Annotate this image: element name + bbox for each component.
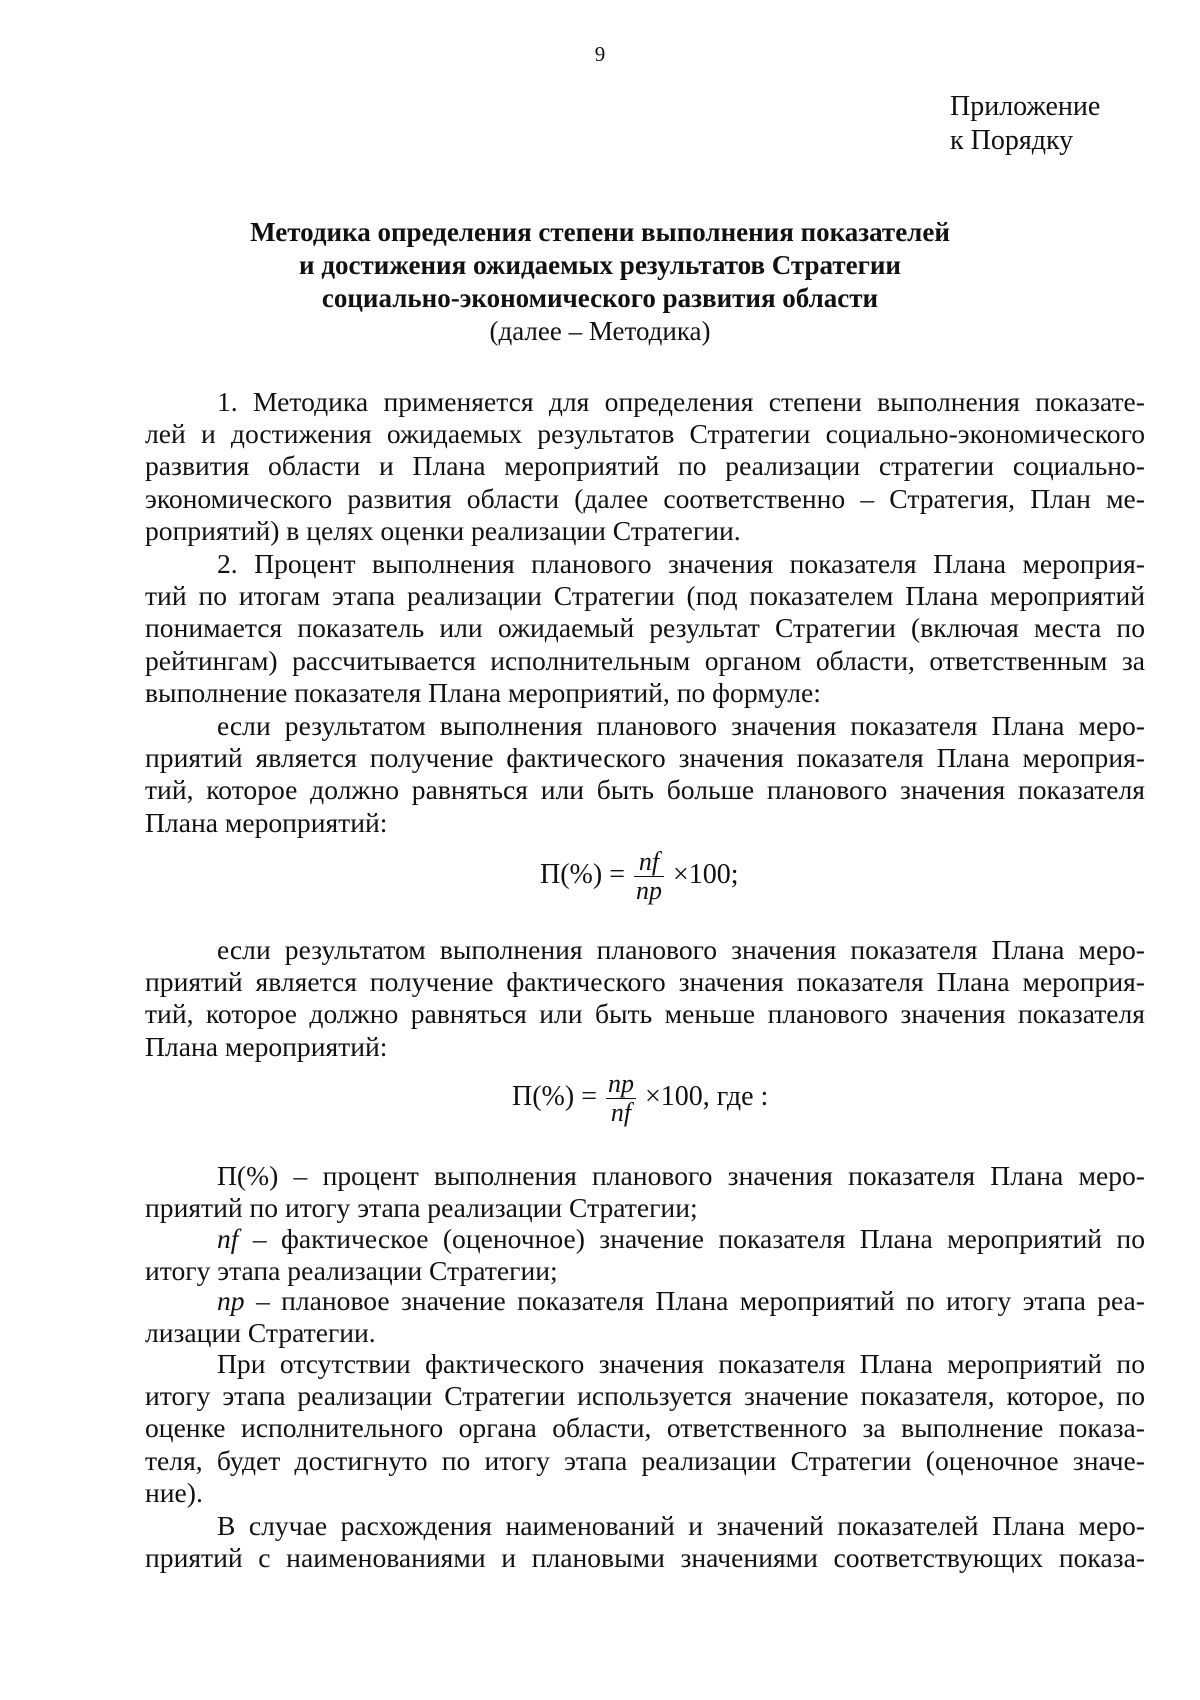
appendix-line-2: к Порядку: [950, 125, 1074, 156]
paragraph-line: приятий по итогу этапа реализации Стратегии;: [145, 1192, 698, 1224]
formula-numerator: nf: [634, 848, 664, 877]
paragraph-line: Плана мероприятий:: [145, 806, 388, 838]
definition-text: – плановое значение показателя Плана мероприятий по итогу этапа реа-: [244, 1285, 1145, 1316]
document-title: [100, 216, 1100, 348]
formula-denominator: np: [635, 876, 662, 905]
paragraph-line: ние).: [145, 1476, 203, 1508]
title-line-2: и достижения ожидаемых результатов Стратегии: [299, 250, 901, 280]
paragraph-3: [145, 710, 1145, 839]
formula-lhs: П(%) =: [540, 858, 625, 890]
formula-fraction: [634, 848, 664, 905]
paragraph-line: роприятий) в целях оценки реализации Стратегии.: [145, 514, 741, 546]
paragraph-line: теля, будет достигнуто по итогу этапа реализации Стратегии (оценочное значе-: [145, 1444, 1145, 1476]
title-line-3: социально-экономического развития области: [321, 283, 879, 313]
paragraph-line: тий, которое должно равняться или быть больше планового значения показателя: [145, 774, 1145, 806]
appendix-line-1: Приложение: [950, 91, 1101, 122]
formula-rhs: ×100;: [672, 858, 739, 890]
paragraph-line: 2. Процент выполнения планового значения показателя Плана мероприя-: [217, 548, 1145, 579]
paragraph-line: [145, 1285, 1145, 1317]
definition-nf: [145, 1223, 1145, 1287]
paragraph-line: итогу этапа реализации Стратегии используется значение показателя, которое, по: [145, 1380, 1145, 1412]
paragraph-line: экономического развития области (далее соответственно – Стратегия, План ме-: [145, 482, 1145, 514]
paragraph-line: тий по итогам этапа реализации Стратегии (под показателем Плана мероприятий: [145, 580, 1145, 612]
paragraph-line: При отсутствии фактического значения показателя Плана мероприятий по: [217, 1348, 1145, 1379]
paragraph-line: П(%) – процент выполнения планового значения показателя Плана меро-: [217, 1160, 1145, 1191]
paragraph-2: [145, 548, 1145, 709]
definition-percent: [145, 1160, 1145, 1224]
paragraph-line: итогу этапа реализации Стратегии;: [145, 1255, 558, 1287]
paragraph-line: приятий является получение фактического значения показателя Плана мероприя-: [145, 742, 1145, 774]
paragraph-9: [145, 1510, 1145, 1574]
formula-fraction: [606, 1070, 636, 1127]
formula-numerator: np: [607, 1069, 634, 1098]
paragraph-line: 1. Методика применяется для определения степени выполнения показате-: [217, 386, 1145, 417]
formula-denominator: nf: [610, 1098, 632, 1127]
formula-rhs: ×100, где :: [644, 1080, 769, 1112]
formula-lhs: П(%) =: [512, 1080, 597, 1112]
page-number: 9: [594, 42, 606, 66]
paragraph-line: оценке исполнительного органа области, ответственного за выполнение показа-: [145, 1412, 1145, 1444]
paragraph-4: [145, 934, 1145, 1063]
paragraph-line: если результатом выполнения планового значения показателя Плана меро-: [217, 934, 1145, 965]
definition-np: [145, 1285, 1145, 1349]
paragraph-line: лей и достижения ожидаемых результатов Стратегии социально-экономического: [145, 418, 1145, 450]
term-np: np: [217, 1285, 245, 1316]
definition-text: – фактическое (оценочное) значение показателя Плана мероприятий по: [238, 1223, 1145, 1254]
title-line-1: Методика определения степени выполнения показателей: [250, 217, 950, 247]
paragraph-line: В случае расхождения наименований и значений показателей Плана меро-: [217, 1510, 1145, 1541]
appendix-header: [950, 90, 1100, 158]
paragraph-line: приятий является получение фактического значения показателя Плана мероприя-: [145, 966, 1145, 998]
paragraph-line: выполнение показателя Плана мероприятий, по формуле:: [145, 676, 821, 708]
paragraph-line: если результатом выполнения планового значения показателя Плана меро-: [217, 710, 1145, 741]
paragraph-8: [145, 1348, 1145, 1509]
formula-less: [512, 1070, 768, 1127]
paragraph-line: Плана мероприятий:: [145, 1030, 388, 1062]
paragraph-line: развития области и Плана мероприятий по реализации стратегии социально-: [145, 450, 1145, 482]
title-line-4: (далее – Методика): [489, 316, 711, 346]
paragraph-line: рейтингам) рассчитывается исполнительным органом области, ответственным за: [145, 644, 1145, 676]
paragraph-line: приятий с наименованиями и плановыми значениями соответствующих показа-: [145, 1542, 1145, 1574]
paragraph-line: [145, 1223, 1145, 1255]
paragraph-line: понимается показатель или ожидаемый результат Стратегии (включая места по: [145, 612, 1145, 644]
paragraph-line: тий, которое должно равняться или быть меньше планового значения показателя: [145, 998, 1145, 1030]
paragraph-line: лизации Стратегии.: [145, 1317, 376, 1349]
term-nf: nf: [217, 1223, 239, 1254]
paragraph-1: [145, 386, 1145, 547]
formula-greater: [540, 848, 739, 905]
